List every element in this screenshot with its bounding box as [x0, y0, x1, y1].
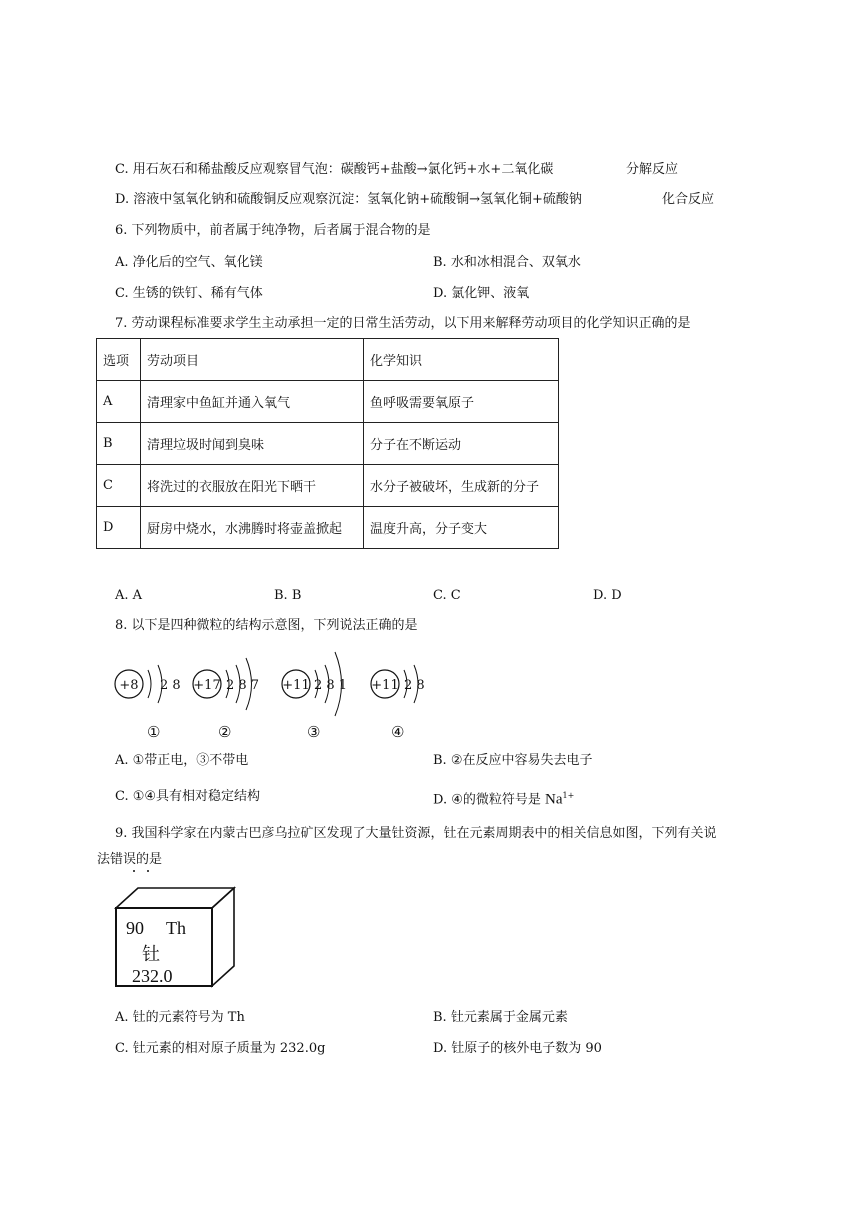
q6-option-a: A. 净化后的空气、氧化镁: [115, 255, 263, 270]
electron-shells: 2 8: [160, 678, 181, 693]
particle-label-1: ①: [147, 723, 161, 741]
nucleus-label: +8: [119, 678, 139, 693]
table-cell: 鱼呼吸需要氧原子: [364, 381, 559, 423]
q7-option-d: D. D: [593, 588, 622, 603]
q7-option-b: B. B: [274, 588, 302, 603]
atom-diagram-3: [282, 652, 347, 716]
q6-option-d: D. 氯化钾、液氧: [433, 286, 530, 301]
q8-option-d-text: D. ④的微粒符号是: [433, 792, 546, 808]
q8-option-c: C. ①④具有相对稳定结构: [115, 789, 261, 804]
atomic-number: 90: [126, 918, 144, 938]
table-row: [97, 423, 559, 465]
q7-option-a: A. A: [115, 588, 143, 603]
q6-option-c: C. 生锈的铁钉、稀有气体: [115, 286, 263, 301]
element-symbol: Th: [166, 918, 186, 938]
emphasis-dot: [147, 870, 149, 872]
atom-structure-diagrams: [108, 642, 468, 718]
atom-diagram-4: [371, 665, 425, 703]
atom-diagram-2: [193, 658, 259, 710]
element-name: 钍: [142, 944, 160, 964]
table-cell: 水分子被破坏，生成新的分子: [364, 465, 559, 507]
table-header: 化学知识: [364, 339, 559, 381]
q9-option-c: C. 钍元素的相对原子质量为 232.0g: [115, 1041, 326, 1056]
table-cell: C: [97, 465, 141, 507]
q8-option-d: [433, 788, 574, 808]
table-header: 选项: [97, 339, 141, 381]
table-header-row: [97, 339, 559, 381]
table-cell: 温度升高，分子变大: [364, 507, 559, 549]
q5-option-d-type: 化合反应: [662, 192, 715, 207]
table-cell: 清理垃圾时闻到臭味: [141, 423, 364, 465]
electron-shells: 2 8 7: [226, 678, 260, 693]
q5-option-d: D. 溶液中氢氧化钠和硫酸铜反应观察沉淀：氢氧化钠+硫酸铜→氢氧化铜+硫酸钠: [115, 192, 582, 207]
q8-stem: 8. 以下是四种微粒的结构示意图，下列说法正确的是: [115, 618, 418, 633]
ion-charge: 1+: [562, 791, 575, 800]
table-cell: 分子在不断运动: [364, 423, 559, 465]
particle-label-2: ②: [218, 723, 232, 741]
table-cell: 清理家中鱼缸并通入氧气: [141, 381, 364, 423]
particle-label-3: ③: [307, 723, 321, 741]
q5-option-c: C. 用石灰石和稀盐酸反应观察冒气泡：碳酸钙+盐酸→氯化钙+水+二氧化碳: [115, 162, 554, 177]
element-tile-thorium: [110, 886, 238, 990]
q6-stem: 6. 下列物质中，前者属于纯净物，后者属于混合物的是: [115, 223, 431, 238]
table-cell: 厨房中烧水，水沸腾时将壶盖掀起: [141, 507, 364, 549]
labor-table: [96, 338, 559, 549]
table-header: 劳动项目: [141, 339, 364, 381]
table-row: [97, 507, 559, 549]
table-cell: D: [97, 507, 141, 549]
atomic-mass: 232.0: [132, 966, 173, 986]
nucleus-label: +11: [282, 678, 310, 693]
table-cell: A: [97, 381, 141, 423]
atom-diagram-1: [115, 665, 181, 703]
q9-option-d: D. 钍原子的核外电子数为 90: [433, 1041, 602, 1056]
table-row: [97, 381, 559, 423]
table-cell: B: [97, 423, 141, 465]
emphasis-dot: [133, 870, 135, 872]
q9-stem-line1: 9. 我国科学家在内蒙古巴彦乌拉矿区发现了大量钍资源，钍在元素周期表中的相关信息如图，下列有关说: [115, 826, 717, 841]
q7-stem: 7. 劳动课程标准要求学生主动承担一定的日常生活劳动，以下用来解释劳动项目的化学知识正确的是: [115, 316, 691, 331]
q6-option-b: B. 水和冰相混合、双氧水: [433, 255, 581, 270]
sodium-symbol: Na: [545, 791, 563, 808]
q5-option-c-type: 分解反应: [626, 162, 679, 177]
table-row: [97, 465, 559, 507]
q8-option-a: A. ①带正电，③不带电: [115, 753, 249, 768]
electron-shells: 2 8 1: [314, 678, 348, 693]
q8-option-b: B. ②在反应中容易失去电子: [433, 753, 593, 768]
q7-option-c: C. C: [433, 588, 461, 603]
q9-option-b: B. 钍元素属于金属元素: [433, 1010, 568, 1025]
table-cell: 将洗过的衣服放在阳光下晒干: [141, 465, 364, 507]
nucleus-label: +11: [371, 678, 399, 693]
q9-option-a: A. 钍的元素符号为 Th: [115, 1010, 245, 1025]
q9-stem-line2: 法错误的是: [97, 852, 163, 867]
electron-shells: 2 8: [404, 678, 425, 693]
particle-label-4: ④: [391, 723, 405, 741]
nucleus-label: +17: [193, 678, 221, 693]
